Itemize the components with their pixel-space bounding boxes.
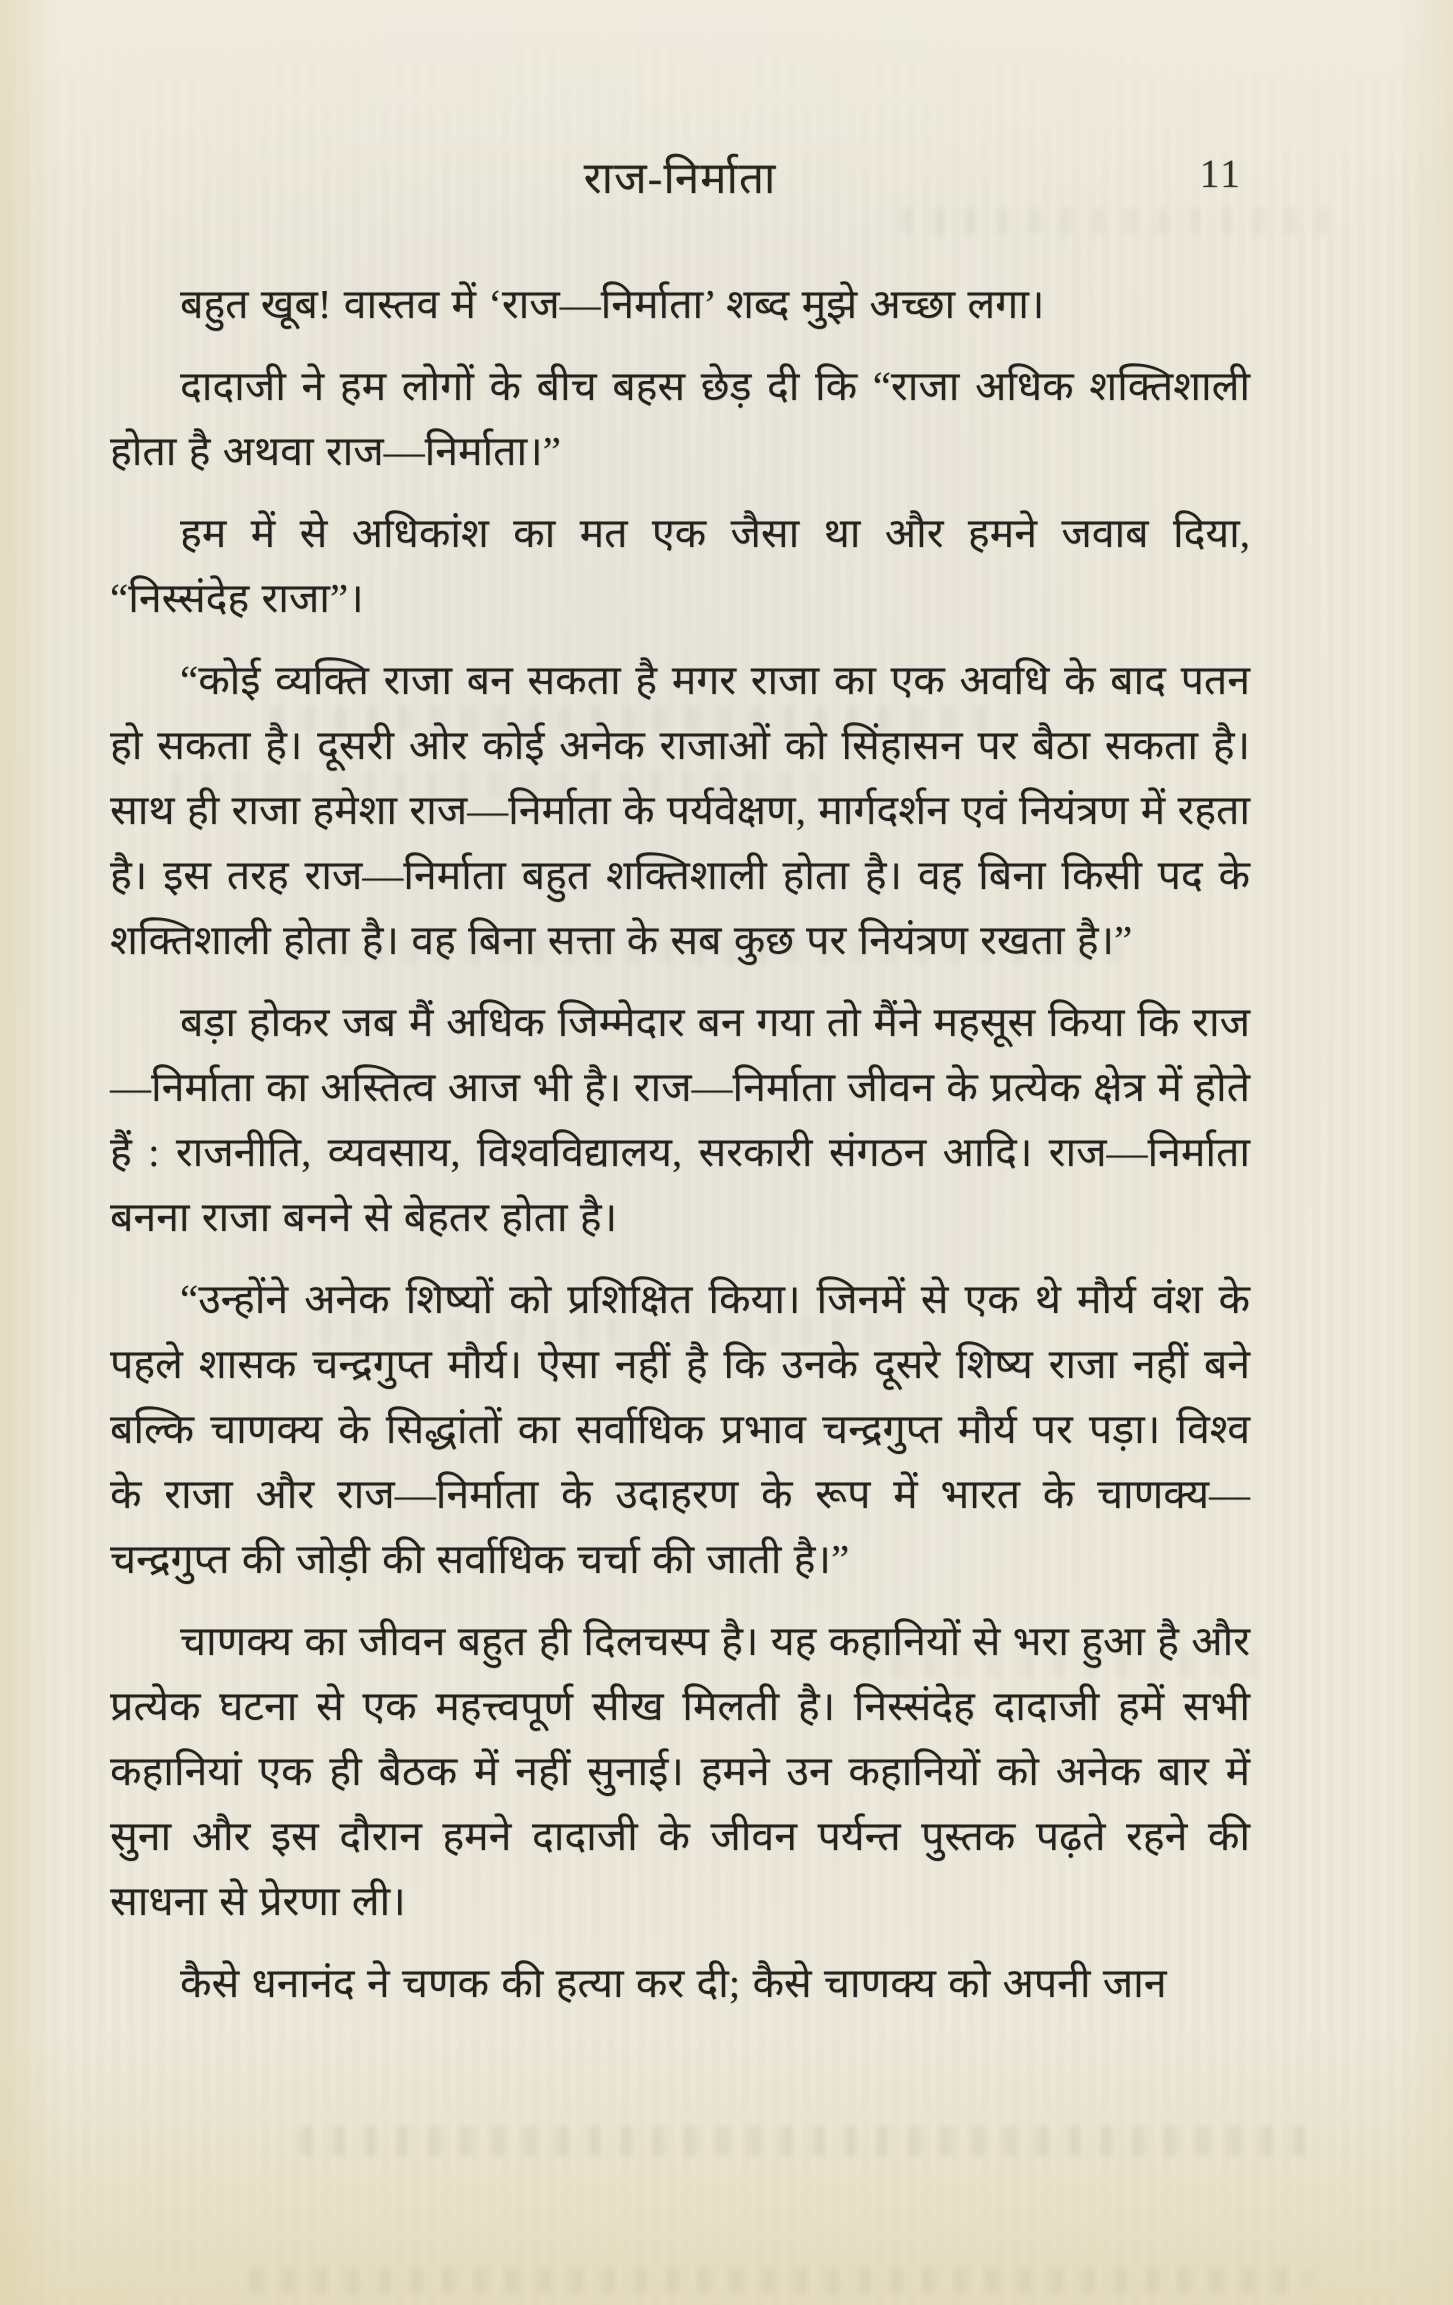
bleed-through-mark (250, 2268, 1310, 2294)
bleed-through-mark (300, 2126, 1310, 2156)
paragraph-8: कैसे धनानंद ने चणक की हत्या कर दी; कैसे चाणक्य को अपनी जान (180, 1960, 1167, 2006)
paragraph-7: चाणक्य का जीवन बहुत ही दिलचस्प है। यह कहानियों से भरा हुआ है और प्रत्येक घटना से एक महत्त्वपूर्ण सीख मिलती है। निस्संदेह दादाजी हमें सभी कहानियां एक ही बैठक में नहीं सुनाई। हमने उन कहानियों को अनेक बार में सुना और इस दौरान हमने दादाजी के जीवन पर्यन्त पुस्तक पढ़ते रहने की साधना से प्रेरणा ली। (110, 1618, 1250, 1924)
paragraph-3: हम में से अधिकांश का मत एक जैसा था और हमने जवाब दिया, “निस्संदेह राजा”। (110, 510, 1250, 621)
page-header (110, 146, 1250, 216)
paragraph-6: “उन्होंने अनेक शिष्यों को प्रशिक्षित किया। जिनमें से एक थे मौर्य वंश के पहले शासक चन्द्रगुप्त मौर्य। ऐसा नहीं है कि उनके दूसरे शिष्य राजा नहीं बने बल्कि चाणक्य के सिद्धांतों का सर्वाधिक प्रभाव चन्द्रगुप्त मौर्य पर पड़ा। विश्व के राजा और राज—निर्माता के उदाहरण के रूप में भारत के चाणक्य—चन्द्रगुप्त की जोड़ी की सर्वाधिक चर्चा की जाती है।” (110, 1276, 1250, 1582)
text-block (110, 272, 1250, 2033)
page-number: 11 (1199, 151, 1242, 196)
paragraph-1: बहुत खूब! वास्तव में ‘राज—निर्माता’ शब्द मुझे अच्छा लगा। (180, 281, 1045, 327)
paragraph-4: “कोई व्यक्ति राजा बन सकता है मगर राजा का एक अवधि के बाद पतन हो सकता है। दूसरी ओर कोई अनेक राजाओं को सिंहासन पर बैठा सकता है। साथ ही राजा हमेशा राज—निर्माता के पर्यवेक्षण, मार्गदर्शन एवं नियंत्रण में रहता है। इस तरह राज—निर्माता बहुत शक्तिशाली होता है। वह बिना किसी पद के शक्तिशाली होता है। वह बिना सत्ता के सब कुछ पर नियंत्रण रखता है।” (110, 657, 1250, 963)
paragraph-5: बड़ा होकर जब मैं अधिक जिम्मेदार बन गया तो मैंने महसूस किया कि राज—निर्माता का अस्तित्व आज भी है। राज—निर्माता जीवन के प्रत्येक क्षेत्र में होते हैं : राजनीति, व्यवसाय, विश्वविद्यालय, सरकारी संगठन आदि। राज—निर्माता बनना राजा बनने से बेहतर होता है। (110, 999, 1250, 1240)
chapter-title: राज-निर्माता (583, 154, 777, 203)
paragraph-2: दादाजी ने हम लोगों के बीच बहस छेड़ दी कि “राजा अधिक शक्तिशाली होता है अथवा राज—निर्माता।” (110, 363, 1250, 474)
